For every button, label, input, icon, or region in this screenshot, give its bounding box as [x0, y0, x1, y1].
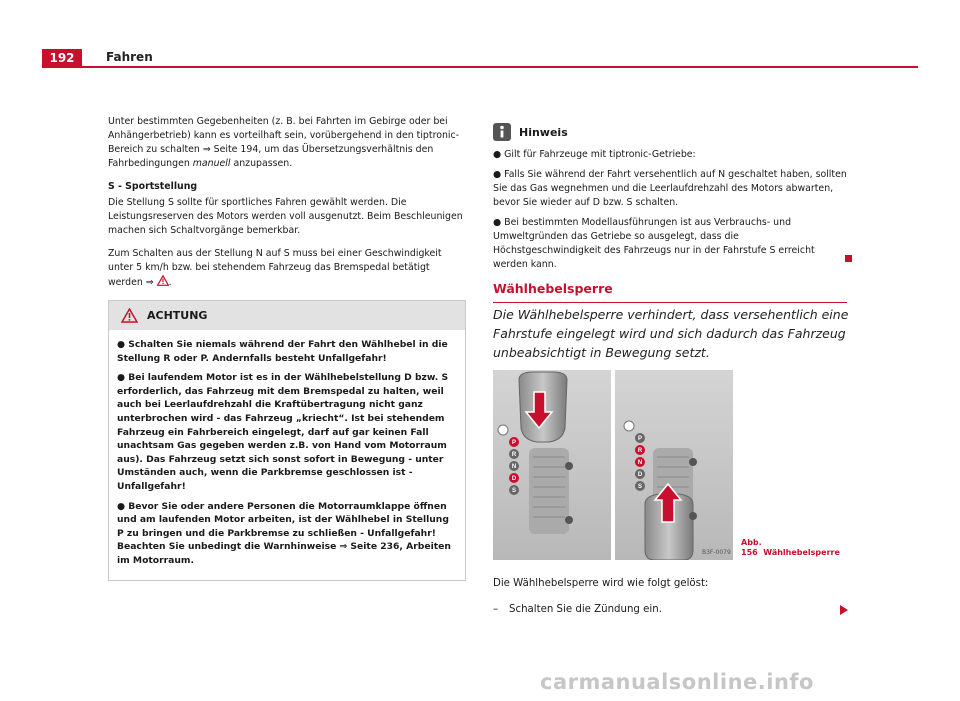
step-dash: –	[493, 604, 499, 615]
gate-label-s: S	[511, 488, 517, 494]
switch-text-end: .	[168, 277, 172, 288]
figure-number: Abb. 156	[741, 538, 762, 557]
warning-triangle-icon	[157, 275, 169, 286]
figure-caption-text: Wählhebelsperre	[763, 548, 840, 557]
page-number: 192	[42, 49, 82, 67]
gate-label-r: R	[511, 452, 517, 458]
section-intro: Die Wählhebelsperre verhindert, dass versehentlich eine Fahrstufe eingelegt wird und sich dadurch das Fahrzeug unbeabsichtigt in Bewegung setzt.	[493, 307, 849, 360]
header-rule	[42, 66, 918, 68]
emphasis-text: manuell	[192, 158, 231, 169]
gate-label-p: P	[511, 440, 517, 446]
warning-title: ACHTUNG	[147, 309, 208, 322]
selector-lever-figure	[493, 370, 733, 560]
section-end-mark	[845, 255, 852, 262]
warning-header	[109, 301, 465, 330]
hint-title: Hinweis	[519, 125, 568, 139]
step-item	[493, 604, 662, 615]
left-column	[108, 115, 464, 581]
section-title: Wählhebelsperre	[493, 281, 847, 303]
gate-label-d-2: D	[637, 472, 643, 478]
watermark: carmanualsonline.info	[540, 670, 814, 694]
sport-paragraph: Die Stellung S sollte für sportliches Fahren gewählt werden. Die Leistungsreserven des Motors werden voll ausgenutzt. Beim Beschleunigen machen sich Schaltvorgänge bemerkbar.	[108, 197, 463, 236]
paragraph-text: Unter bestimmten Gegebenheiten (z. B. bei Fahrten im Gebirge oder bei Anhängerbetrieb) kann es vorteilhaft sein, vorübergehend in den tiptronic-Bereich zu schalten ⇒ Seite 194, um das Übersetzungsverhältnis den Fahrbedingungen	[108, 116, 460, 169]
info-icon	[493, 123, 511, 141]
switch-text: Zum Schalten aus der Stellung N auf S muss bei einer Geschwindigkeit unter 5 km/h bzw. bei stehendem Fahrzeug das Bremspedal betätigt werden ⇒	[108, 248, 442, 288]
warning-body	[109, 330, 465, 580]
warning-icon	[121, 308, 138, 323]
continue-arrow-icon	[840, 605, 848, 615]
paragraph-tiptronic	[108, 115, 464, 171]
warning-box	[108, 300, 466, 581]
warning-item: ● Bei laufendem Motor ist es in der Wählhebelstellung D bzw. S erforderlich, das Fahrzeug mit dem Bremspedal zu halten, weil auch bei Leerlaufdrehzahl die Kraftübertragung nicht ganz unterbrochen wird - das Fahrzeug „kriecht“. Ist bei stehendem Fahrzeug ein Fahrbereich eingelegt, darf auf gar keinen Fall unachtsam Gas gegeben werden z.B. von Hand vom Motorraum aus). Das Fahrzeug setzt sich sonst sofort in Bewegung - unter Umständen auch, wenn die Parkbremse geschlossen ist - Unfallgefahr!	[117, 372, 449, 492]
warning-item: ● Schalten Sie niemals während der Fahrt den Wählhebel in die Stellung R oder P. Andernfalls besteht Unfallgefahr!	[117, 339, 448, 364]
gate-label-p-2: P	[637, 436, 643, 442]
figure-caption	[741, 538, 841, 558]
sport-heading: S - Sportstellung	[108, 181, 198, 192]
switch-paragraph	[108, 247, 464, 290]
gate-label-n: N	[511, 464, 517, 470]
gate-label-r-2: R	[637, 448, 643, 454]
step-text: Schalten Sie die Zündung ein.	[509, 604, 662, 615]
warning-item: ● Bevor Sie oder andere Personen die Motorraumklappe öffnen und am laufenden Motor arbeiten, ist der Wählhebel in Stellung P zu bringen und die Parkbremse zu schließen - Unfallgefahr! Beachten Sie unbedingt die Warnhinweise ⇒ Seite 236, Arbeiten im Motorraum.	[117, 500, 451, 566]
gate-label-n-2: N	[637, 460, 643, 466]
hint-block	[493, 122, 847, 278]
gate-label-d: D	[511, 476, 517, 482]
paragraph-text-end: anzupassen.	[230, 158, 293, 169]
hint-item: ● Bei bestimmten Modellausführungen ist aus Verbrauchs- und Umweltgründen das Getriebe so ausgelegt, dass die Höchstgeschwindigkeit des Fahrzeugs nur in der Fahrstufe S erreicht werden kann.	[493, 217, 815, 270]
step-intro: Die Wählhebelsperre wird wie folgt gelöst:	[493, 578, 709, 589]
gate-label-s-2: S	[637, 484, 643, 490]
hint-header	[493, 122, 847, 142]
hint-item: ● Gilt für Fahrzeuge mit tiptronic-Getriebe:	[493, 149, 696, 160]
page-header-title: Fahren	[106, 50, 153, 64]
figure-reference-code: B3F-0079	[702, 549, 731, 556]
selector-lever-illustration	[493, 370, 733, 560]
hint-item: ● Falls Sie während der Fahrt versehentlich auf N geschaltet haben, sollten Sie das Gas wegnehmen und die Leerlaufdrehzahl des Motors abwarten, bevor Sie wieder auf D bzw. S schalten.	[493, 169, 847, 208]
